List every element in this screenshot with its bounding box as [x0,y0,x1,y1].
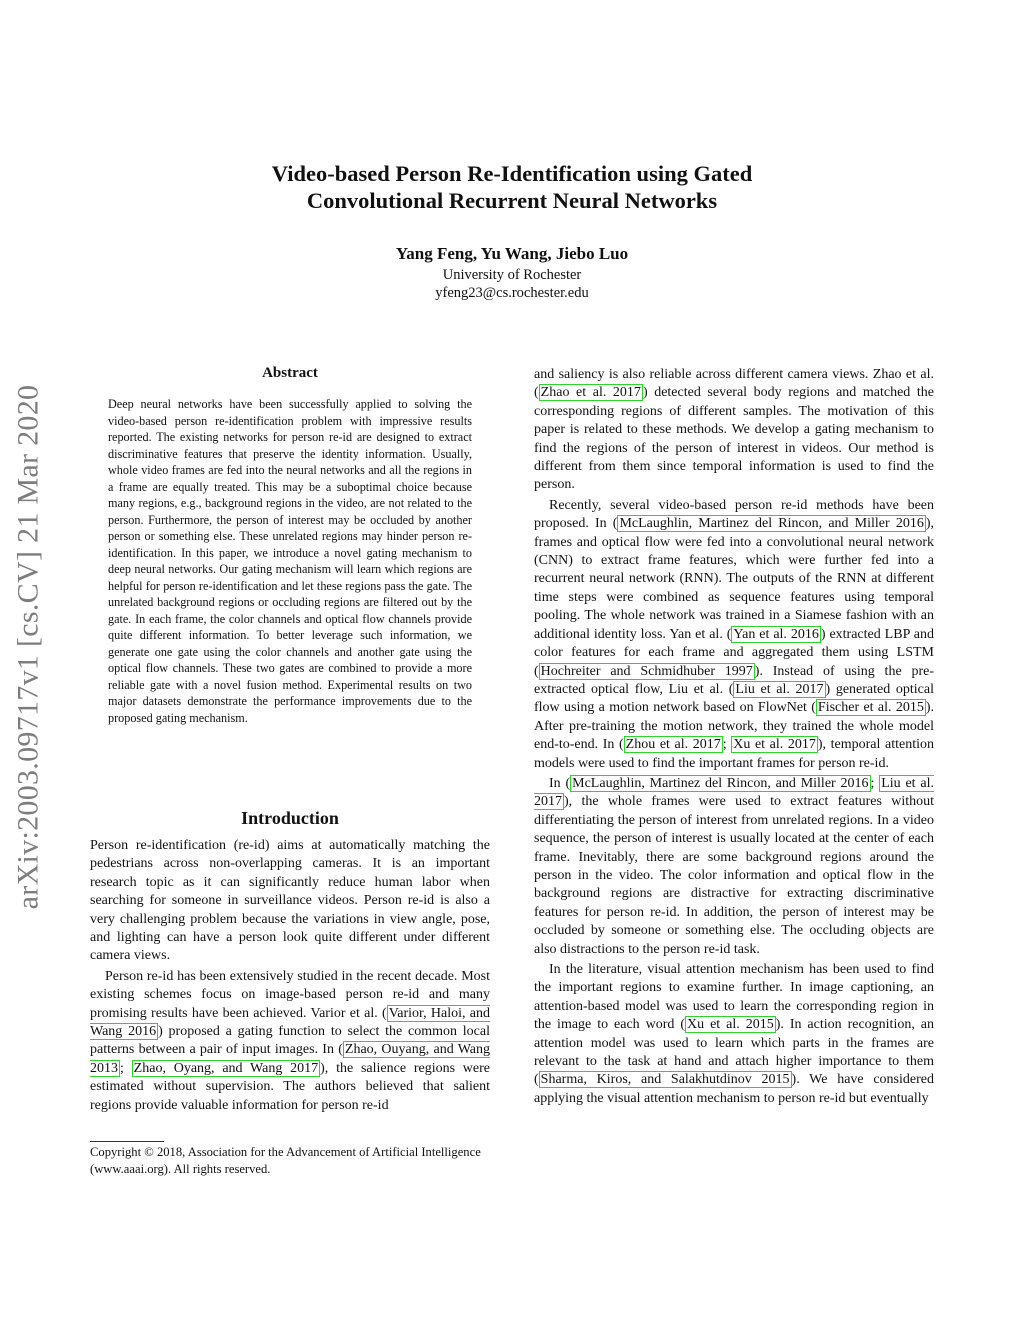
citation-link[interactable]: Liu et al. 2017 [534,775,934,810]
affiliation: University of Rochester [442,267,582,283]
footnote-rule [90,1141,164,1142]
title-line-1: Video-based Person Re-Identification using Gated [271,161,753,186]
citation-link[interactable]: McLaughlin, Martinez del Rincon, and Miller 2016 [619,516,924,532]
citation-link[interactable]: Sharma, Kiros, and Salakhutdinov 2015 [540,1072,790,1088]
title-line-2: Convolutional Recurrent Neural Networks [306,188,718,213]
citation-link[interactable]: McLaughlin, Martinez del Rincon, and Miller 2016 [572,775,869,791]
introduction-body [90,837,490,1115]
intro-paragraph-1: Person re-identification (re-id) aims at automatically matching the pedestrians across non-overlapping cameras. It is an important research topic as it can significantly reduce human labor when searching for someone in surveillance videos. Person re-id is also a very challenging problem because the variations in view angle, pose, and lighting can have a person look quite different under different camera views. [90,838,490,964]
arxiv-id: arXiv:2003.09717v1 [cs.CV] 21 Mar 2020 [11,384,45,910]
citation-link[interactable]: Zhou et al. 2017 [625,737,721,753]
citation-link[interactable]: Zhao, Ouyang, and Wang 2013 [90,1042,491,1076]
citation-link[interactable]: Yan et al. 2016 [733,626,819,642]
citation-link[interactable]: Xu et al. 2015 [687,1017,774,1033]
citation-link[interactable]: Xu et al. 2017 [733,737,816,753]
citation-link[interactable]: Varior, Haloi, and Wang 2016 [90,1005,490,1040]
abstract-heading: Abstract [262,365,318,381]
paper-title [150,160,874,214]
citation-link[interactable]: Fischer et al. 2015 [817,700,924,716]
arxiv-watermark [0,352,56,942]
right-paragraph-4: In the literature, visual attention mechanism has been used to find the important regions to examine further. In image captioning, an attention-based model was used to learn the corresponding region in the image to each word ( Xu et al. 2015 ). In action recognition, an attention model was used to learn which parts in the frames are relevant to the task at hand and attach higher importance to them ( Sharma, Kiros, and Salakhutdinov 2015 ). We have considered applying the visual attention mechanism to person re-id but eventually [534,962,934,1106]
citation-link[interactable]: Liu et al. 2017 [735,681,824,697]
citation-link[interactable]: Zhao, Oyang, and Wang 2017 [133,1060,319,1076]
copyright-footnote: Copyright © 2018, Association for the Advancement of Artificial Intelligence (www.aaai.org). All rights reserved. [90,1145,481,1176]
introduction-heading: Introduction [241,808,339,828]
right-column [534,366,934,1108]
intro-paragraph-2: Person re-id has been extensively studied in the recent decade. Most existing schemes focus on image-based person re-id and many promising results have been achieved. Varior et al. ( Varior, Haloi, and Wang 2016 ) proposed a gating function to select the common local patterns between a pair of input images. In ( Zhao, Ouyang, and Wang 2013 ; Zhao, Oyang, and Wang 2017 ), the salience regions were estimated without supervision. The authors believed that salient regions provide valuable information for person re-id [90,968,491,1113]
citation-link[interactable]: Hochreiter and Schmidhuber 1997 [540,663,753,679]
abstract-text: Deep neural networks have been successfully applied to solving the video-based person re-identification problem with impressive results reported. The existing networks for person re-id are designed to extract discriminative features that preserve the identity information. Usually, whole video frames are fed into the neural networks and all the regions in a frame are equally treated. This may be a suboptimal choice because many regions, e.g., background regions in the video, are not related to the person. Furthermore, the person of interest may be occluded by another person or something else. These unrelated regions may hinder person re-identification. In this paper, we introduce a novel gating mechanism to deep neural networks. Our gating mechanism will learn which regions are helpful for person re-identification and let these regions pass the gate. The unrelated background regions or occluding regions are filtered out by the gate. In each frame, the color channels and optical flow channels provide quite different information. To better leverage such information, we generate one gate using the color channels and another gate using the optical flow channels. These two gates are combined to provide a more reliable gate with a novel fusion method. Experimental results on two major datasets demonstrate the performance improvements due to the proposed gating mechanism. [108,397,472,725]
right-paragraph-2: Recently, several video-based person re-id methods have been proposed. In ( McLaughlin, Martinez del Rincon, and Miller 2016 ), frames and optical flow were fed into a convolutional neural network (CNN) to extract frame features, which were further fed into a recurrent neural network (RNN). The outputs of the RNN at different time steps were combined as sequence features using temporal pooling. The whole network was trained in a Siamese fashion with an additional identity loss. Yan et al. ( Yan et al. 2016 ) extracted LBP and color features for each frame and aggregated them using LSTM ( Hochreiter and Schmidhuber 1997 ). Instead of using the pre-extracted optical flow, Liu et al. ( Liu et al. 2017 ) generated optical flow using a motion network based on FlowNet ( Fischer et al. 2015 ). After pre-training the motion network, they trained the whole model end-to-end. In ( Zhou et al. 2017 ; Xu et al. 2017 ), temporal attention models were used to find the important frames for person re-id. [534,497,934,771]
citation-link[interactable]: Zhao et al. 2017 [540,385,641,401]
email: yfeng23@cs.rochester.edu [435,285,589,301]
authors: Yang Feng, Yu Wang, Jiebo Luo [395,244,629,263]
affiliation-block [150,266,874,302]
right-paragraph-1: and saliency is also reliable across different camera views. Zhao et al. ( Zhao et al. 2017 ) detected several body regions and matched the corresponding regions of different samples. The motivation of this paper is related to these methods. We develop a gating mechanism to find the regions of the person of interest in videos. Our method is different from them since temporal information is used to find the person. [534,367,934,493]
right-paragraph-3: In ( McLaughlin, Martinez del Rincon, and Miller 2016 ; Liu et al. 2017 ), the whole frames were used to extract features without differentiating the person of interest from unrelated regions. In a video sequence, the person of interest is usually located at the center of each frame. Inevitably, there are some background regions around the person in the video. The color information and optical flow in the background regions are distractive for extracting discriminative features for person re-id. In addition, the person of interest may be occluded by someone or something else. The occluding objects are also distractions to the person re-id task. [534,775,934,957]
